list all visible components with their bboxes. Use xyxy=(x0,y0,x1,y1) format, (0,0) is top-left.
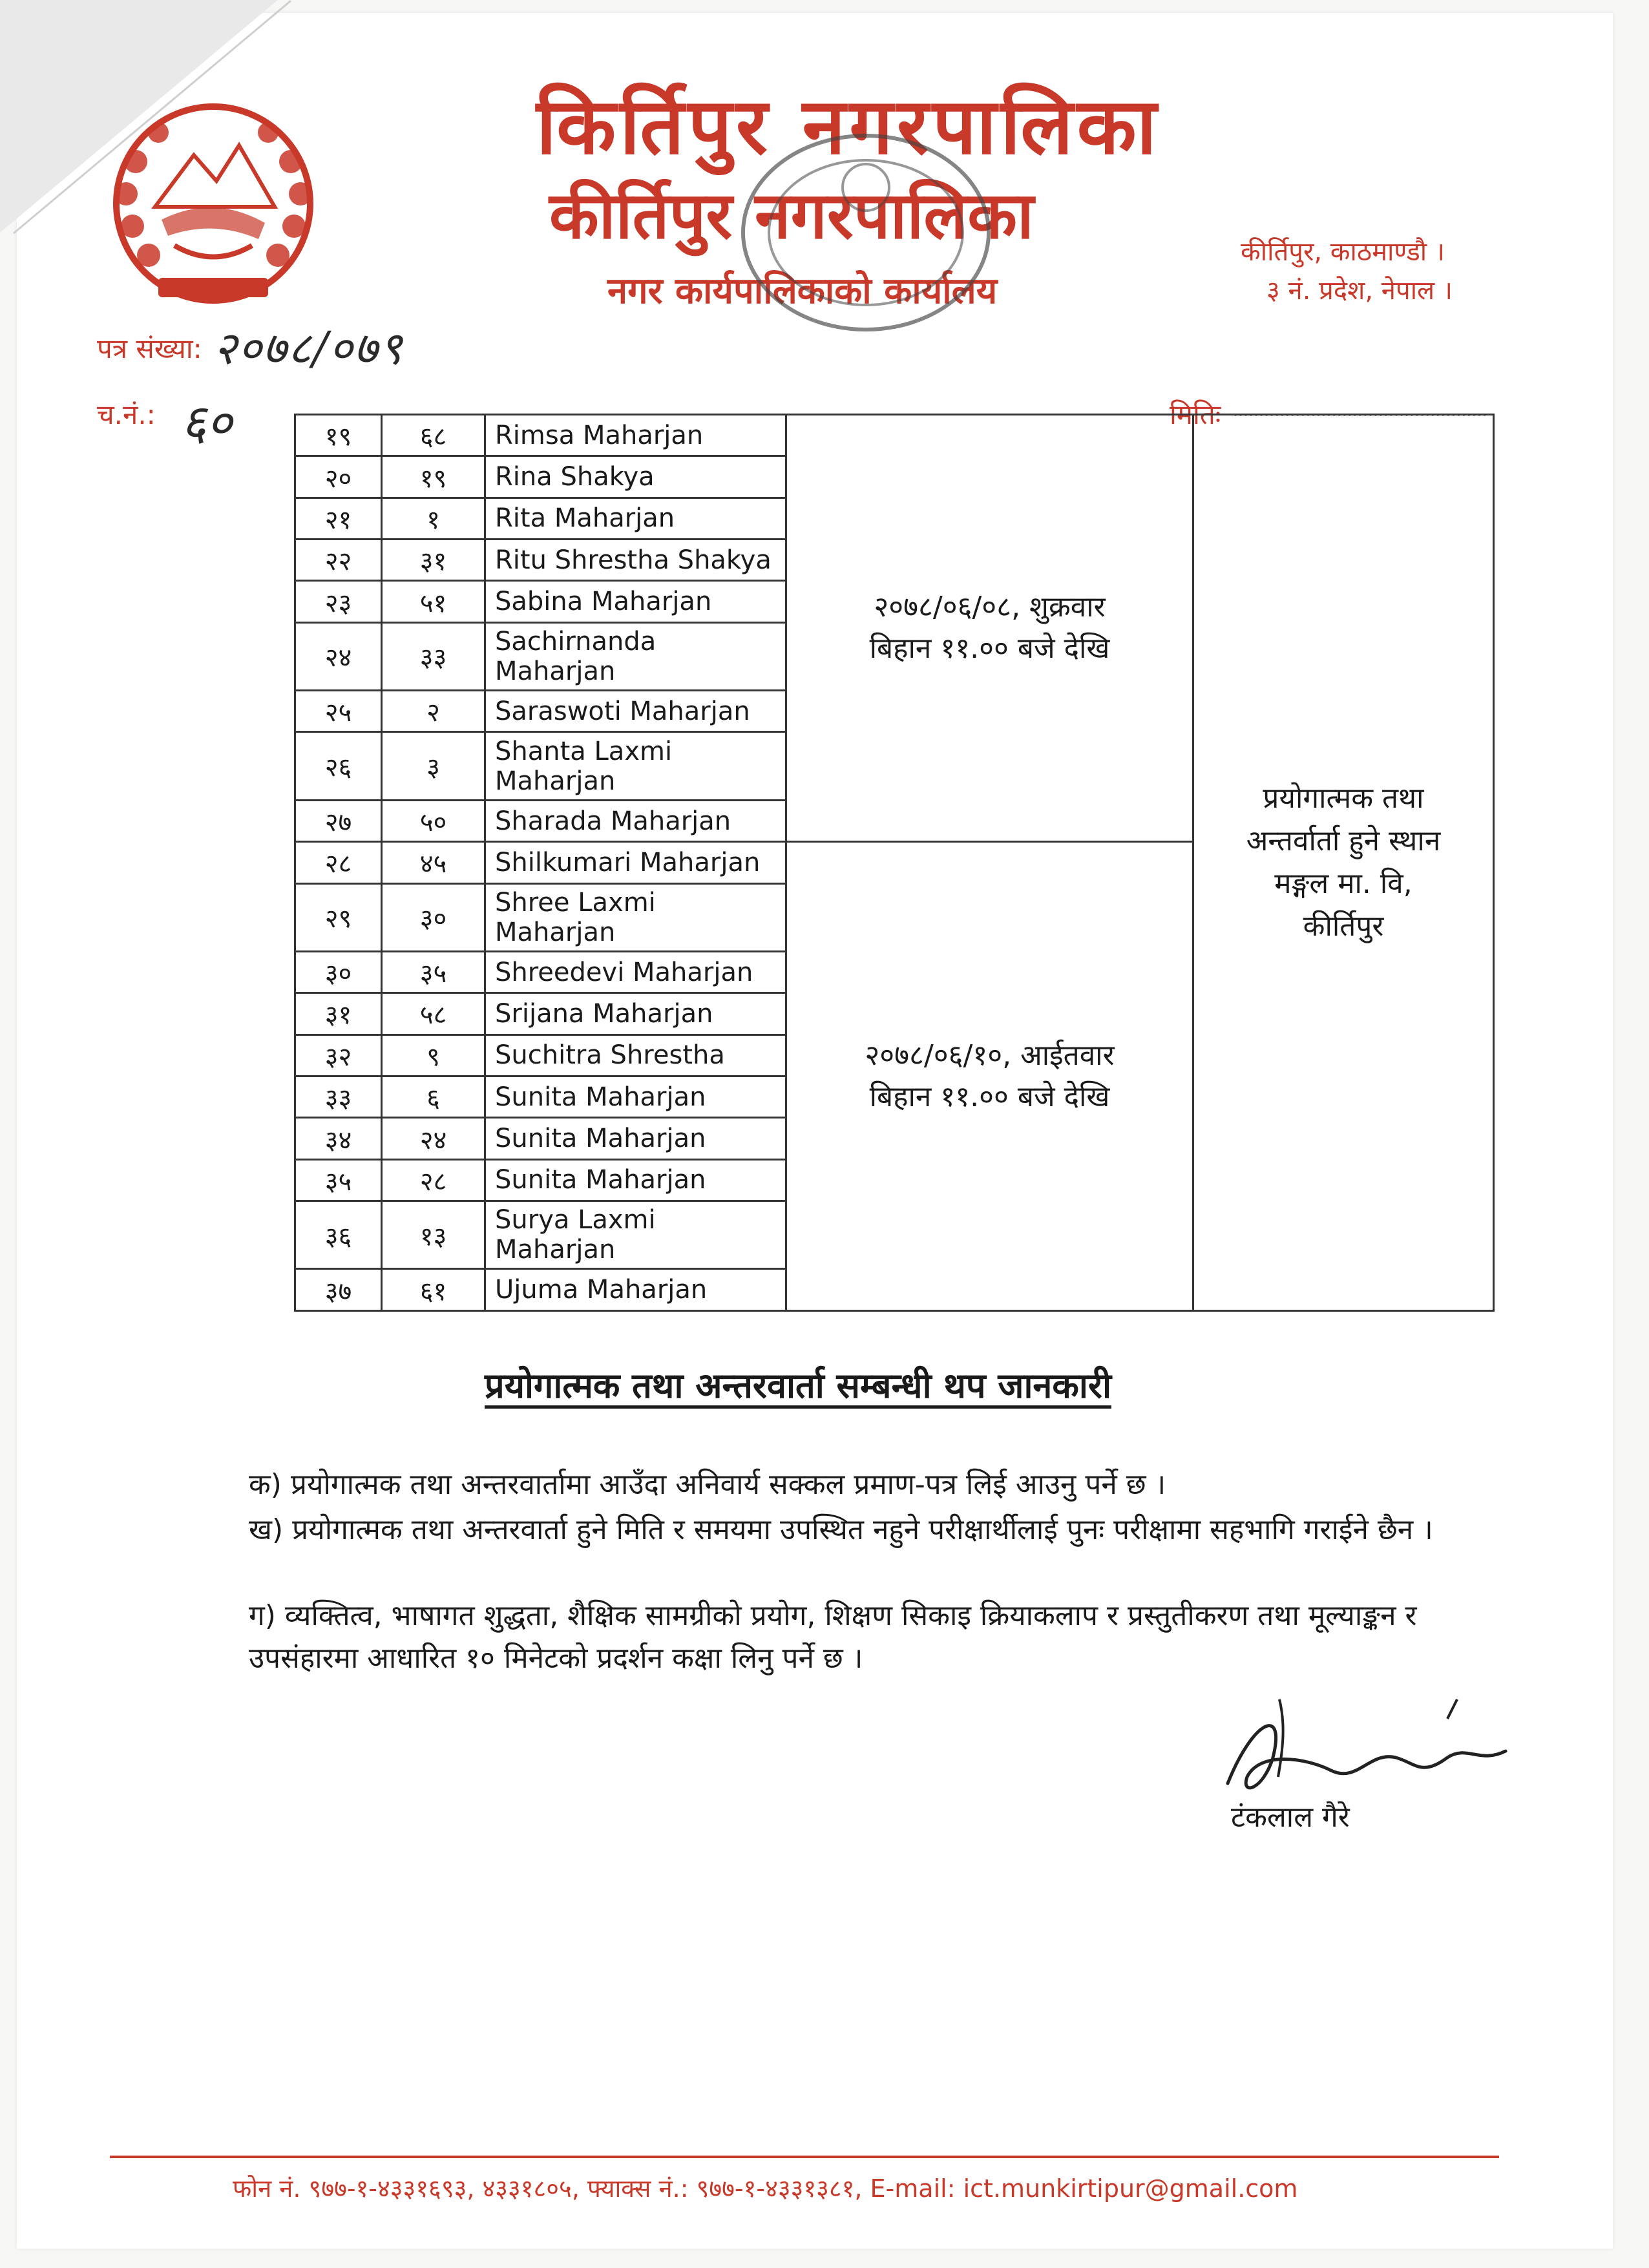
address-line-2: ३ नं. प्रदेश, नेपाल । xyxy=(1266,276,1453,306)
letter-number-value: २०७८/०७९ xyxy=(213,322,404,375)
name-cell: Rina Shakya xyxy=(485,456,786,498)
name-cell: Rita Maharjan xyxy=(485,498,786,539)
letterhead-title-top: किर्तिपुर नगरपालिका xyxy=(536,82,1161,172)
note-item-b: ख) प्रयोगात्मक तथा अन्तरवार्ता हुने मिति र समयमा उपस्थित नहुने परीक्षार्थीलाई पुनः परीक्षामा सहभागि गराईने छैन । xyxy=(249,1513,1433,1546)
name-cell: Shreedevi Maharjan xyxy=(485,951,786,992)
roll-cell: १३ xyxy=(382,1201,485,1269)
name-cell: Suchitra Shrestha xyxy=(485,1034,786,1076)
roll-cell: १ xyxy=(382,498,485,539)
roll-cell: ४५ xyxy=(382,842,485,883)
letterhead-office: नगर कार्यपालिकाको कार्यालय xyxy=(607,270,998,312)
name-cell: Shilkumari Maharjan xyxy=(485,842,786,883)
roll-cell: ३५ xyxy=(382,951,485,992)
roll-cell: ३३ xyxy=(382,622,485,690)
name-cell: Sharada Maharjan xyxy=(485,800,786,841)
roll-cell: ५८ xyxy=(382,993,485,1034)
roll-cell: २८ xyxy=(382,1159,485,1201)
name-cell: Rimsa Maharjan xyxy=(485,415,786,456)
roll-cell: ३ xyxy=(382,732,485,800)
roll-cell: २४ xyxy=(382,1118,485,1159)
serial-cell: ३२ xyxy=(295,1034,382,1076)
serial-cell: २९ xyxy=(295,883,382,951)
serial-cell: २६ xyxy=(295,732,382,800)
roll-cell: ३० xyxy=(382,883,485,951)
slot-1-time: बिहान ११.०० बजे देखि xyxy=(869,632,1110,666)
serial-cell: ३४ xyxy=(295,1118,382,1159)
note-item-a: क) प्रयोगात्मक तथा अन्तरवार्तामा आउँदा अनिवार्य सक्कल प्रमाण-पत्र लिई आउनु पर्ने छ । xyxy=(249,1468,1166,1501)
schedule-slot-2 xyxy=(786,842,1193,1311)
name-cell: Saraswoti Maharjan xyxy=(485,691,786,732)
name-cell: Sunita Maharjan xyxy=(485,1159,786,1201)
slot-1-date: २०७८/०६/०८, शुक्रवार xyxy=(874,591,1106,624)
name-cell: Shanta Laxmi Maharjan xyxy=(485,732,786,800)
note-item-c: ग) व्यक्तित्व, भाषागत शुद्धता, शैक्षिक सामग्रीको प्रयोग, शिक्षण सिकाइ क्रियाकलाप र प्रस्तुतीकरण तथा मूल्याङ्कन र उपसंहारमा आधारित १० मिनेटको प्रदर्शन कक्षा लिनु पर्ने छ । xyxy=(249,1599,1417,1675)
roll-cell: ६८ xyxy=(382,415,485,456)
name-cell: Sabina Maharjan xyxy=(485,581,786,622)
venue-cell xyxy=(1193,415,1494,1311)
date-label: मितिः xyxy=(1170,399,1221,430)
roll-cell: ५१ xyxy=(382,581,485,622)
notes-heading: प्रयोगात्मक तथा अन्तरवार्ता सम्बन्धी थप जानकारी xyxy=(485,1365,1111,1406)
footer-contact: फोन नं. ९७७-१-४३३१६९३, ४३३१८०५, फ्याक्स नं.: ९७७-१-४३३१३८१, E-mail: ict.munkirtipur@gmail.com xyxy=(233,2174,1298,2203)
roll-cell: ६ xyxy=(382,1076,485,1118)
roll-cell: ३१ xyxy=(382,540,485,581)
office-stamp-icon xyxy=(730,123,1002,349)
serial-cell: ३० xyxy=(295,951,382,992)
letter-number-label: पत्र संख्या: xyxy=(97,333,202,364)
footer-divider xyxy=(110,2156,1499,2158)
serial-cell: ३१ xyxy=(295,993,382,1034)
serial-cell: २३ xyxy=(295,581,382,622)
serial-cell: ३३ xyxy=(295,1076,382,1118)
serial-cell: २८ xyxy=(295,842,382,883)
roll-cell: २ xyxy=(382,691,485,732)
serial-cell: २० xyxy=(295,456,382,498)
slot-2-date: २०७८/०६/१०, आईतवार xyxy=(865,1038,1115,1072)
serial-cell: २२ xyxy=(295,540,382,581)
name-cell: Srijana Maharjan xyxy=(485,993,786,1034)
name-cell: Ritu Shrestha Shakya xyxy=(485,540,786,581)
name-cell: Sachirnanda Maharjan xyxy=(485,622,786,690)
serial-cell: १९ xyxy=(295,415,382,456)
roll-cell: ६१ xyxy=(382,1269,485,1311)
dispatch-number-value: ६० xyxy=(181,394,233,451)
venue-line-4: कीर्तिपुर xyxy=(1303,910,1384,943)
nepal-emblem-icon xyxy=(97,84,330,317)
roll-cell: ५० xyxy=(382,800,485,841)
signatory-name: टंकलाल गैरे xyxy=(1231,1801,1350,1834)
name-cell: Ujuma Maharjan xyxy=(485,1269,786,1311)
name-cell: Sunita Maharjan xyxy=(485,1118,786,1159)
serial-cell: ३६ xyxy=(295,1201,382,1269)
name-cell: Surya Laxmi Maharjan xyxy=(485,1201,786,1269)
schedule-slot-1 xyxy=(786,415,1193,842)
venue-line-1: प्रयोगात्मक तथा xyxy=(1263,782,1424,815)
venue-line-3: मङ्गल मा. वि, xyxy=(1274,867,1413,900)
serial-cell: २५ xyxy=(295,691,382,732)
name-cell: Shree Laxmi Maharjan xyxy=(485,883,786,951)
serial-cell: २४ xyxy=(295,622,382,690)
candidate-table xyxy=(294,414,1493,1312)
serial-cell: ३५ xyxy=(295,1159,382,1201)
serial-cell: ३७ xyxy=(295,1269,382,1311)
serial-cell: २१ xyxy=(295,498,382,539)
venue-line-2: अन्तर्वार्ता हुने स्थान xyxy=(1246,824,1441,857)
letterhead-title: कीर्तिपुर नगरपालिका xyxy=(549,178,1034,253)
serial-cell: २७ xyxy=(295,800,382,841)
roll-cell: ९ xyxy=(382,1034,485,1076)
dispatch-number-label: च.नं.: xyxy=(97,399,156,430)
name-cell: Sunita Maharjan xyxy=(485,1076,786,1118)
table-row xyxy=(295,415,1494,456)
slot-2-time: बिहान ११.०० बजे देखि xyxy=(869,1080,1110,1113)
roll-cell: १९ xyxy=(382,456,485,498)
address-line-1: कीर्तिपुर, काठमाण्डौ । xyxy=(1241,237,1445,267)
